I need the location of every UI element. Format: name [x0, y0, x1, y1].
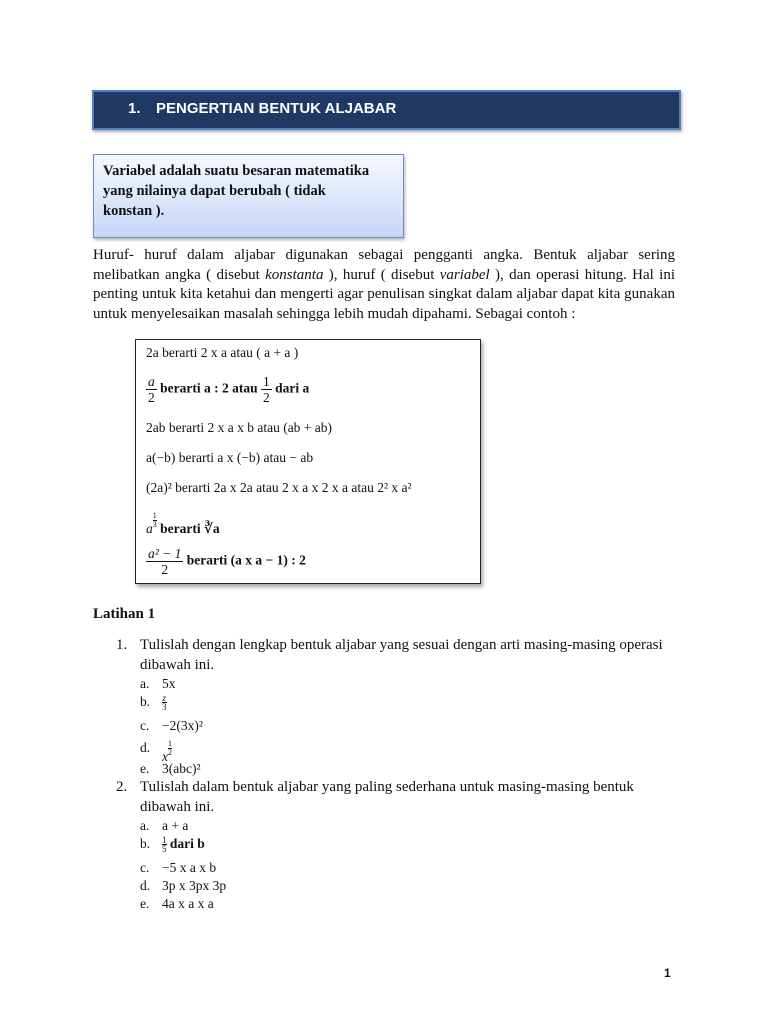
definition-line: yang nilainya dapat berubah ( tidak: [103, 183, 326, 199]
section-header: [92, 90, 681, 130]
page-number: 1: [664, 966, 671, 980]
term-konstanta: konstanta: [265, 266, 324, 283]
paragraph-text: Huruf- huruf dalam aljabar digunakan sebagai pengganti angka. Bentuk aljabar sering melibatkan angka ( disebut: [93, 247, 675, 283]
fraction: $\frac{1}{2}$: [262, 374, 270, 405]
fraction: $\frac{a}{2}$: [148, 374, 155, 405]
example-line: $\frac{\text{a² − 1}}{2}$ berarti (a x a − 1) : 2: [148, 546, 306, 577]
fraction: $\frac{\text{a² − 1}}{2}$: [148, 546, 182, 577]
section-number: 1.: [128, 100, 141, 117]
section-title: PENGERTIAN BENTUK ALJABAR: [156, 100, 397, 117]
definition-box: [93, 154, 404, 238]
examples-box: [135, 339, 481, 584]
example-line: $\frac{a}{2}$ berarti a : 2 atau $\frac{1}{2}$ dari a: [148, 374, 310, 405]
intro-paragraph: [93, 246, 675, 324]
example-line: 2ab berarti 2 x a x b atau (ab + ab): [146, 420, 333, 435]
term-variabel: variabel: [439, 266, 490, 283]
exercise-title: Latihan 1: [93, 606, 156, 622]
fraction: $\frac{z}{3}$: [162, 693, 167, 713]
example-line: a $\frac{1}{3}$ berarti ∛a: [146, 511, 220, 536]
question-text: Tulislah dengan lengkap bentuk aljabar yang sesuai dengan arti masing-masing operasi dibawah ini.: [140, 637, 663, 673]
example-line: a(−b) berarti a x (−b) atau − ab: [146, 450, 314, 465]
question-text: Tulislah dalam bentuk aljabar yang paling sederhana untuk masing-masing bentuk dibawah ini.: [140, 779, 634, 815]
paragraph-text: ), huruf ( disebut: [323, 266, 440, 283]
exponent-fraction: $\frac{1}{2}$: [168, 739, 172, 757]
question-number: 2.: [116, 779, 128, 795]
example-line: 2a berarti 2 x a atau ( a + a ): [146, 345, 299, 360]
question-number: 1.: [116, 637, 128, 653]
definition-line: Variabel adalah suatu besaran matematika: [103, 163, 370, 179]
definition-line: konstan ).: [103, 203, 165, 219]
example-line: (2a)² berarti 2a x 2a atau 2 x a x 2 x a atau 2² x a²: [146, 480, 412, 495]
paragraph-text: ), dan operasi hitung. Hal ini penting untuk kita ketahui dan mengerti agar penulisan singkat dalam aljabar dapat kita gunakan untuk menyelesaikan masalah sehingga lebih mudah dipahami. Sebagai contoh :: [93, 266, 675, 322]
exponent-fraction: $\frac{1}{3}$: [152, 511, 157, 529]
fraction: $\frac{1}{5}$: [162, 835, 167, 855]
